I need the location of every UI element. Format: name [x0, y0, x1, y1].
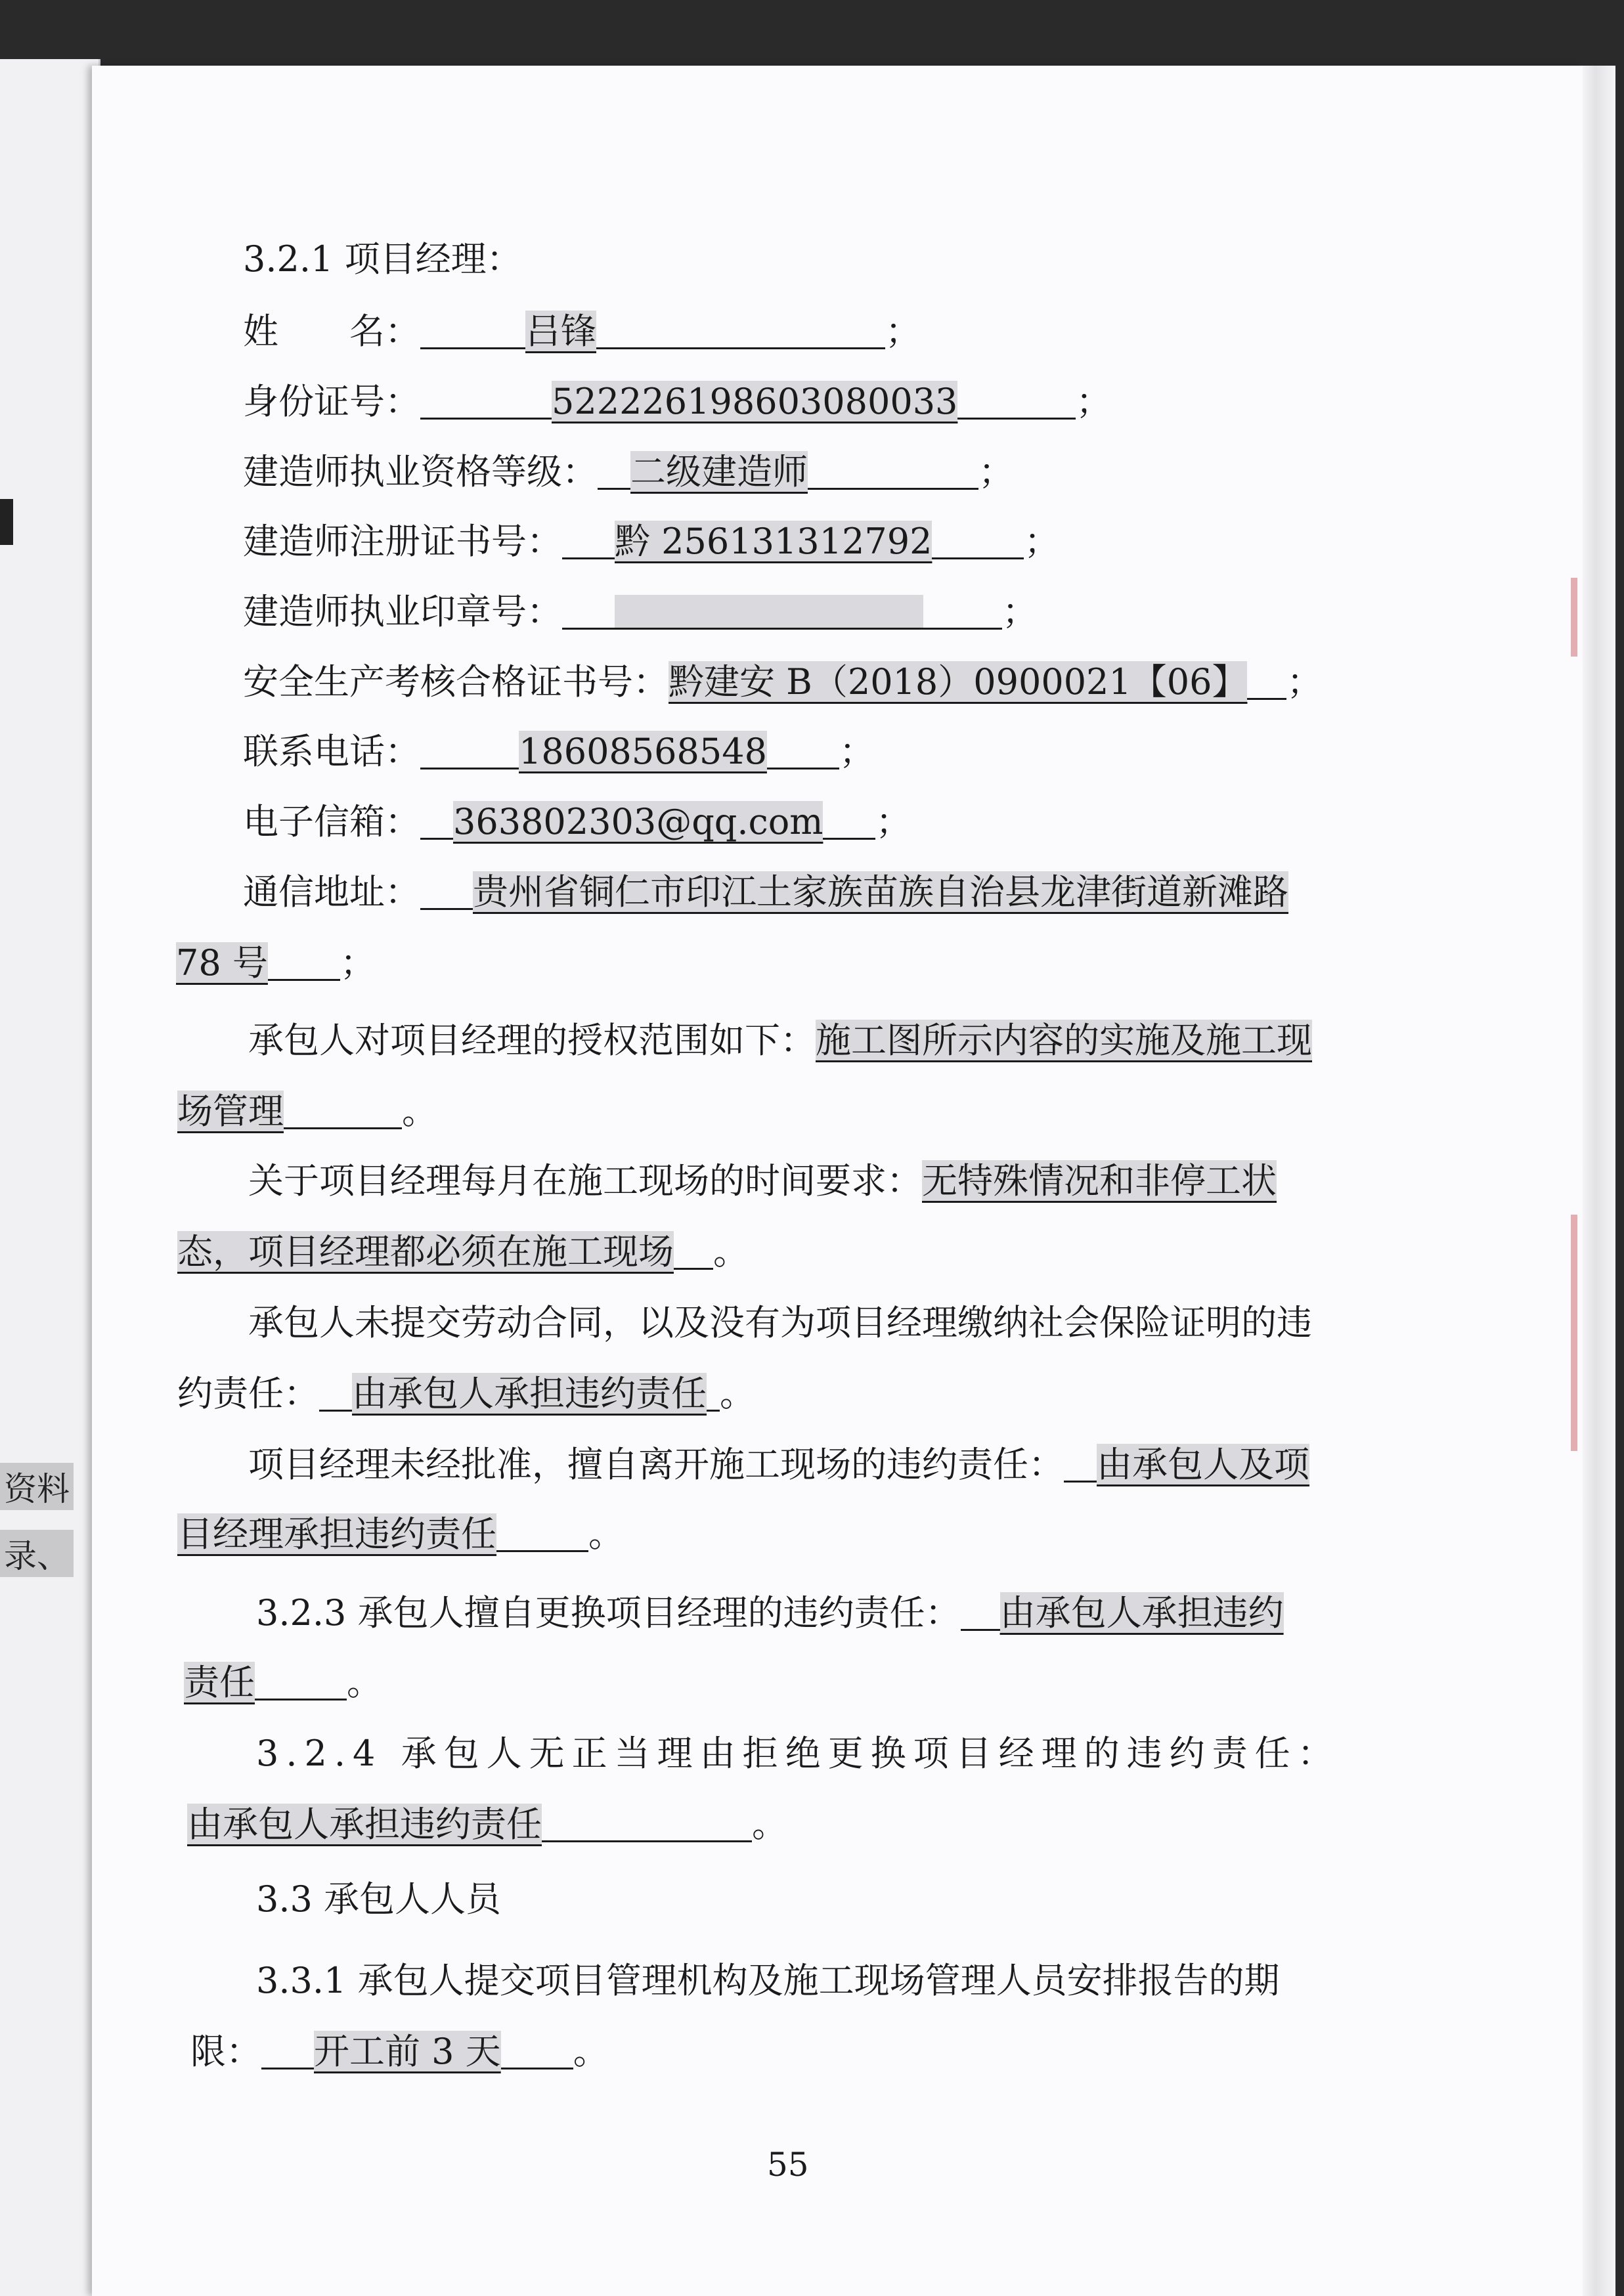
left-page-edge: [0, 59, 100, 2296]
address-value-2: 78 号: [176, 942, 268, 984]
field-seal: 建造师执业印章号： ；: [243, 591, 1038, 632]
auth-value-1: 施工图所示内容的实施及施工现: [816, 1020, 1312, 1061]
seal-value: [615, 595, 923, 630]
leave-value-2: 目经理承担违约责任: [177, 1513, 496, 1555]
page-stack-edge: [1583, 66, 1615, 2296]
clause-3-2-3: 3.2.3 承包人擅自更换项目经理的违约责任： 由承包人承担违约: [256, 1592, 1284, 1634]
field-label: 电子信箱：: [243, 801, 420, 842]
time-value-1: 无特殊情况和非停工状: [922, 1160, 1277, 1202]
auth-scope-cont: 场管理 。: [177, 1091, 437, 1132]
leave-liability: 项目经理未经批准，擅自离开施工现场的违约责任： 由承包人及项: [248, 1444, 1309, 1485]
time-requirement: 关于项目经理每月在施工现场的时间要求：无特殊情况和非停工状: [248, 1160, 1277, 1202]
time-requirement-cont: 态，项目经理都必须在施工现场 。: [177, 1231, 749, 1272]
field-label: 身份证号：: [243, 381, 420, 422]
contract-value: 由承包人承担违约责任: [352, 1373, 707, 1414]
field-phone: 联系电话： 18608568548 ；: [243, 731, 875, 772]
address-value-1: 贵州省铜仁市印江土家族苗族自治县龙津街道新滩路: [473, 871, 1288, 913]
left-page-fragment-1: 资料: [0, 1463, 74, 1510]
c324-value: 由承包人承担违约责任: [187, 1804, 542, 1845]
field-label: 通信地址：: [243, 871, 420, 913]
email-value: 363802303@qq.com: [453, 801, 823, 842]
name-value: 吕锋: [525, 311, 596, 352]
field-safety: 安全生产考核合格证书号：黔建安 B（2018）0900021【06】 ；: [243, 661, 1323, 703]
field-level: 建造师执业资格等级： 二级建造师 ；: [243, 451, 1014, 492]
c323-value-1: 由承包人承担违约: [999, 1592, 1284, 1634]
field-label: 建造师执业资格等级：: [243, 451, 598, 492]
reg-value: 黔 256131312792: [615, 521, 933, 562]
red-seal-mark: [1571, 578, 1577, 657]
clause-3-2-3-cont: 责任 。: [184, 1662, 382, 1703]
field-address-cont: 78 号 ；: [176, 942, 376, 984]
contract-liability-cont: 约责任： 由承包人承担违约责任 。: [177, 1373, 755, 1414]
heading-3-2-1: 3.2.1 项目经理：: [243, 238, 522, 280]
auth-scope: 承包人对项目经理的授权范围如下：施工图所示内容的实施及施工现: [248, 1020, 1312, 1061]
clause-3-3-1-cont: 限： 开工前 3 天 。: [190, 2031, 609, 2072]
leave-value-1: 由承包人及项: [1097, 1444, 1309, 1485]
clause-3-2-4-cont: 由承包人承担违约责任 。: [187, 1804, 787, 1845]
field-label: 联系电话：: [243, 731, 420, 772]
field-email: 电子信箱： 363802303@qq.com ；: [243, 801, 911, 842]
field-label: 建造师执业印章号：: [243, 591, 562, 632]
c323-value-2: 责任: [184, 1662, 255, 1703]
page-number: 55: [767, 2146, 809, 2184]
c331-value: 开工前 3 天: [314, 2031, 501, 2072]
left-page-fragment-2: 录、: [0, 1530, 74, 1577]
safety-value: 黔建安 B（2018）0900021【06】: [669, 661, 1248, 703]
auth-value-2: 场管理: [177, 1091, 284, 1132]
id-value: 522226198603080033: [552, 381, 958, 422]
level-value: 二级建造师: [630, 451, 808, 492]
leave-liability-cont: 目经理承担违约责任 。: [177, 1513, 624, 1555]
field-label: 建造师注册证书号：: [243, 521, 562, 562]
phone-value: 18608568548: [519, 731, 767, 772]
field-name: 姓 名： 吕锋 ；: [243, 311, 921, 352]
time-value-2: 态，项目经理都必须在施工现场: [177, 1231, 674, 1272]
heading-3-3: 3.3 承包人人员: [256, 1878, 502, 1920]
field-label: 安全生产考核合格证书号：: [243, 661, 669, 703]
left-page-mark: [0, 499, 13, 545]
field-id: 身份证号： 522226198603080033 ；: [243, 381, 1112, 422]
field-address: [243, 871, 1288, 913]
field-label: 姓 名：: [243, 311, 420, 352]
red-seal-mark: [1571, 1215, 1577, 1451]
field-reg: 建造师注册证书号： 黔 256131312792 ；: [243, 521, 1060, 562]
clause-3-2-4: 3.2.4 承包人无正当理由拒绝更换项目经理的违约责任：: [256, 1733, 1340, 1774]
clause-3-3-1: 3.3.1 承包人提交项目管理机构及施工现场管理人员安排报告的期: [256, 1960, 1280, 2001]
contract-liability: 承包人未提交劳动合同，以及没有为项目经理缴纳社会保险证明的违: [248, 1302, 1312, 1343]
